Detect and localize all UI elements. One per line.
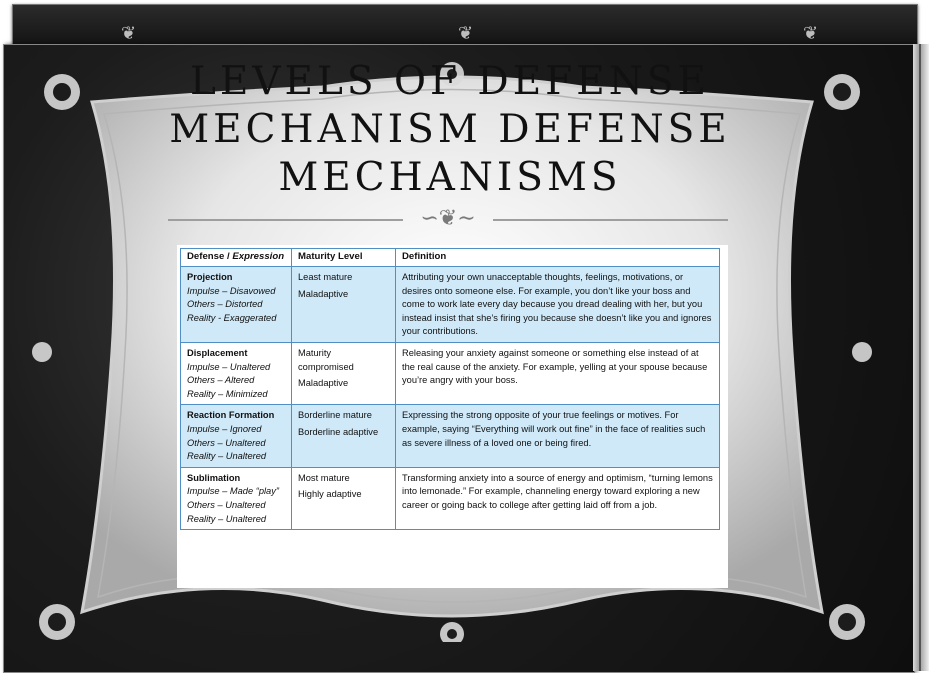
table-row [181,267,720,343]
others-text: Others – Distorted [187,299,263,310]
others-text: Others – Unaltered [187,437,266,448]
defense-mechanisms-table [180,248,720,530]
slide-stack-edge [913,44,929,671]
title-line-1: LEVELS OF DEFENSE [189,59,711,104]
maturity-cell [292,467,396,529]
defense-cell [181,467,292,529]
definition-cell: Transforming anxiety into a source of energy and optimism, “turning lemons into lemonade.” For example, channeling energy toward exploring a new career or going back to college after getting laid off from a job. [396,467,720,529]
maturity-cell [292,405,396,467]
adaptive-level: Highly adaptive [298,489,362,500]
divider-line-left [168,219,403,221]
table-header-row [181,249,720,267]
impulse-text: Impulse – Disavowed [187,285,276,296]
definition-cell: Attributing your own unacceptable thoughts, feelings, motivations, or desires onto someone else. For example, you don’t like your boss and come to work late every day because you dread dealing with her, but you instead insist that she’s firing you because she doesn’t like you and ignores your contributions. [396,267,720,343]
header-expression-label: Expression [232,251,285,262]
ornament-icon: ❦ [458,23,474,43]
defense-cell [181,342,292,404]
table-row [181,405,720,467]
maturity-level: Maturity compromised [298,347,354,372]
header-maturity: Maturity Level [292,249,396,267]
ornament-icon: ❦ [803,23,819,43]
impulse-text: Impulse – Ignored [187,423,262,434]
adaptive-level: Borderline adaptive [298,426,379,437]
impulse-text: Impulse – Unaltered [187,361,271,372]
adaptive-level: Maladaptive [298,288,349,299]
adaptive-level: Maladaptive [298,378,349,389]
reality-text: Reality – Minimized [187,388,268,399]
ornament-icon: ❦ [121,23,137,43]
reality-text: Reality - Exaggerated [187,312,277,323]
reality-text: Reality – Unaltered [187,513,267,524]
table-row [181,342,720,404]
maturity-cell [292,342,396,404]
table-row [181,467,720,529]
others-text: Others – Unaltered [187,499,266,510]
defense-cell [181,267,292,343]
defense-name: Reaction Formation [187,410,275,421]
defense-cell [181,405,292,467]
defense-name: Projection [187,272,233,282]
slide-title[interactable] [130,58,770,202]
title-line-3: MECHANISMS [278,155,622,200]
definition-cell: Releasing your anxiety against someone or something else instead of at the real cause of the anxiety. For example, yelling at your spouse because you’re angry with your boss. [396,342,720,404]
header-defense [181,249,292,267]
title-line-2: MECHANISM DEFENSE [169,107,731,152]
maturity-level: Least mature [298,272,353,282]
definition-cell: Expressing the strong opposite of your true feelings or motives. For example, saying “Everything will work out fine” in the face of realities such as severe illness of a loved one or being fired. [396,405,720,467]
reality-text: Reality – Unaltered [187,451,267,462]
impulse-text: Impulse – Made “play” [187,486,279,497]
others-text: Others – Altered [187,375,255,386]
maturity-level: Borderline mature [298,410,372,421]
maturity-cell [292,267,396,343]
title-divider [168,206,728,231]
header-definition: Definition [396,249,720,267]
maturity-level: Most mature [298,472,350,483]
previous-slide-edge[interactable] [12,4,918,46]
defense-table-container[interactable] [177,245,728,588]
defense-name: Sublimation [187,472,241,483]
flourish-icon: ∽❦∼ [420,206,476,231]
divider-line-right [493,219,728,221]
header-defense-label: Defense / [187,251,230,262]
defense-name: Displacement [187,347,248,358]
